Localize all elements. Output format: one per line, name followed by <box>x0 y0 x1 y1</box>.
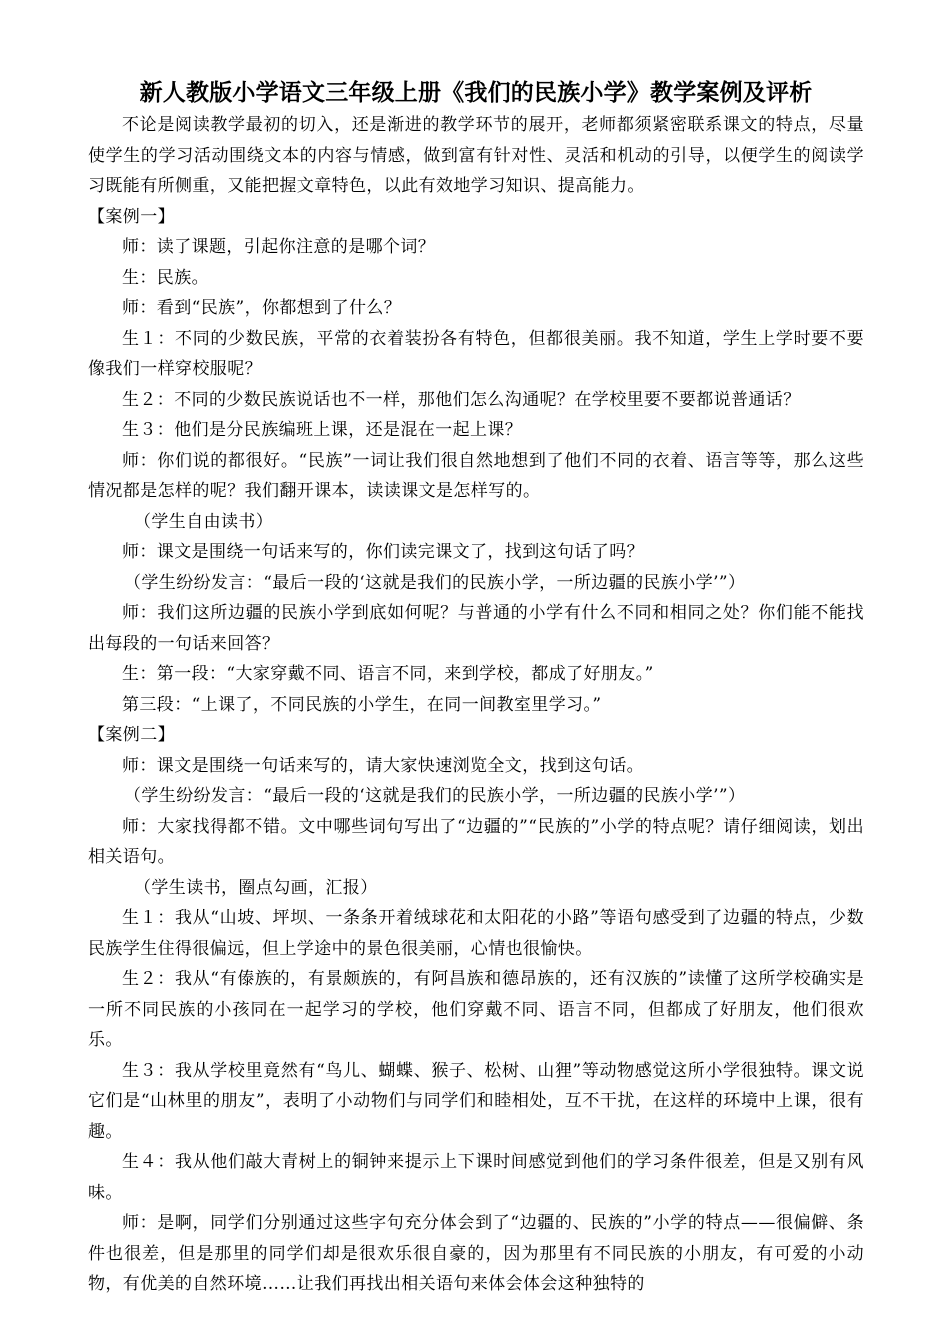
case1-line: （学生纷纷发言：“最后一段的‘这就是我们的民族小学，一所边疆的民族小学’”） <box>124 572 746 593</box>
case1-line: 第三段：“上课了，不同民族的小学生，在同一间教室里学习。” <box>122 694 602 715</box>
case2-line: 师：是啊，同学们分别通过这些字句充分体会到了“边疆的、民族的”小学的特点——很偏僻、条件也很差，但是那里的同学们却是很欢乐很自豪的，因为那里有不同民族的小朋友，有可爱的小动物，有优美的自然环境……让我们再找出相关语句来体会体会这种独特的 <box>88 1213 864 1294</box>
case1-line: 生２：不同的少数民族说话也不一样，那他们怎么沟通呢？在学校里要不要都说普通话？ <box>122 389 801 410</box>
case1-line: 生：民族。 <box>122 267 209 288</box>
case1-line: 师：你们说的都很好。“民族”一词让我们很自然地想到了他们不同的衣着、语言等等，那么这些情况都是怎样的呢？我们翻开课本，读读课文是怎样写的。 <box>88 450 864 501</box>
case2-line: 生４：我从他们敲大青树上的铜钟来提示上下课时间感觉到他们的学习条件很差，但是又别有风味。 <box>88 1152 864 1203</box>
case2-line: 生２：我从“有傣族的，有景颇族的，有阿昌族和德昂族的，还有汉族的”读懂了这所学校确实是一所不同民族的小孩同在一起学习的学校，他们穿戴不同、语言不同，但都成了好朋友，他们很欢乐。 <box>88 969 864 1050</box>
case1-line: 生１：不同的少数民族，平常的衣着装扮各有特色，但都很美丽。我不知道，学生上学时要不要像我们一样穿校服呢？ <box>88 328 864 379</box>
case1-heading: 【案例一】 <box>88 206 175 227</box>
case2-line: 生３：我从学校里竟然有“鸟儿、蝴蝶、猴子、松树、山狸”等动物感觉这所小学很独特。课文说它们是“山林里的朋友”，表明了小动物们与同学们和睦相处，互不干扰，在这样的环境中上课，很有趣。 <box>88 1060 864 1142</box>
case2-line: （学生纷纷发言：“最后一段的‘这就是我们的民族小学，一所边疆的民族小学’”） <box>124 786 746 806</box>
case1-line: 师：看到“民族”，你都想到了什么？ <box>122 298 402 318</box>
document-title: 新人教版小学语文三年级上册《我们的民族小学》教学案例及评析 <box>139 80 813 106</box>
case1-line: 师：我们这所边疆的民族小学到底如何呢？与普通的小学有什么不同和相同之处？你们能不能找出每段的一句话来回答？ <box>88 603 864 654</box>
case1-line: 师：课文是围绕一句话来写的，你们读完课文了，找到这句话了吗？ <box>122 542 644 562</box>
case2-line: 师：大家找得都不错。文中哪些词句写出了“边疆的”“民族的”小学的特点呢？请仔细阅读，划出相关语句。 <box>88 816 864 867</box>
case1-line: （学生自由读书） <box>134 511 274 532</box>
case2-heading: 【案例二】 <box>88 725 175 745</box>
case1-line: 师：读了课题，引起你注意的是哪个词？ <box>122 237 436 257</box>
document-page <box>88 76 864 1300</box>
intro-paragraph: 不论是阅读教学最初的切入，还是渐进的教学环节的展开，老师都须紧密联系课文的特点，尽量使学生的学习活动围绕文本的内容与情感，做到富有针对性、灵活和机动的引导，以便学生的阅读学习既能有所侧重，又能把握文章特色，以此有效地学习知识、提高能力。 <box>88 115 864 196</box>
case1-line: 生：第一段：“大家穿戴不同、语言不同，来到学校，都成了好朋友。” <box>122 664 654 684</box>
case2-line: 师：课文是围绕一句话来写的，请大家快速浏览全文，找到这句话。 <box>122 755 644 776</box>
case2-line: 生１：我从“山坡、坪坝、一条条开着绒球花和太阳花的小路”等语句感受到了边疆的特点，少数民族学生住得很偏远，但上学途中的景色很美丽，心情也很愉快。 <box>88 908 864 959</box>
case1-line: 生３：他们是分民族编班上课，还是混在一起上课？ <box>122 420 523 440</box>
case2-line: （学生读书，圈点勾画，汇报） <box>134 877 378 898</box>
